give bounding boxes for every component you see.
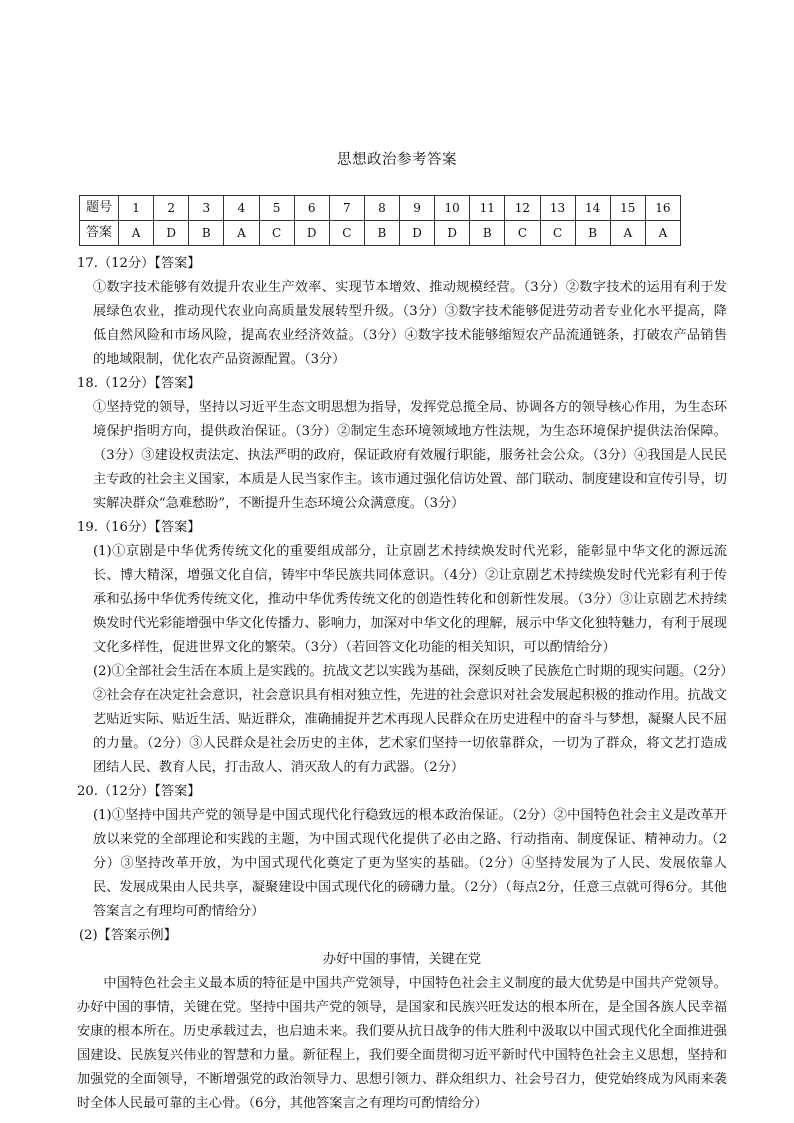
answer-cell: C [540,221,575,246]
answer-cell: B [575,221,610,246]
question-number-cell: 8 [364,196,399,221]
answer-cell: B [189,221,224,246]
answer-cell: B [470,221,505,246]
question-number-row [80,196,681,221]
question-20-part-1: (1)①坚持中国共产党的领导是中国式现代化行稳致远的根本政治保证。（2分）②中国特色社会主义是改革开放以来党的全部理论和实践的主题，为中国式现代化提供了必由之路、行动指南、制度保证、精神动力。（2分）③坚持改革开放，为中国式现代化奠定了更为坚实的基础。（2分）④坚持发展为了人民、发展依靠人民、发展成果由人民共享，凝聚建设中国式现代化的磅礴力量。（2分）（每点2分，任意三点就可得6分。其他答案言之有理均可酌情给分） [93,808,727,919]
question-number-cell: 12 [505,196,540,221]
answer-cell: C [505,221,540,246]
question-17-label: 17.（12分）【答案】 [77,256,201,271]
answer-cell: D [294,221,329,246]
question-number-cell: 14 [575,196,610,221]
question-20 [77,780,727,1116]
answer-cell: C [259,221,294,246]
question-18-label: 18.（12分）【答案】 [77,376,201,391]
question-number-cell: 5 [259,196,294,221]
answer-cell: A [224,221,259,246]
question-19-part-1: (1)①京剧是中华优秀传统文化的重要组成部分，让京剧艺术持续焕发时代光彩，能彰显中华文化的源远流长、博大精深，增强文化自信，铸牢中华民族共同体意识。（4分）②让京剧艺术持续焕发时代光彩有利于传承和弘扬中华优秀传统文化，推动中华优秀传统文化的创造性转化和创新性发展。（3分）③让京剧艺术持续焕发时代光彩能增强中华文化传播力、影响力，加深对中华文化的理解，展示中华文化独特魅力，有利于展现文化多样性，促进世界文化的繁荣。（3分）（若回答文化功能的相关知识，可以酌情给分） [93,544,727,655]
question-17 [77,252,727,372]
answer-content [77,252,727,1116]
question-18-answer: ①坚持党的领导，坚持以习近平生态文明思想为指导，发挥党总揽全局、协调各方的领导核心作用，为生态环境保护指明方向，提供政治保证。（3分）②制定生态环境领域地方性法规，为生态环境保护提供法治保障。（3分）③建设权责法定、执法严明的政府，保证政府有效履行职能，服务社会公众。（3分）④我国是人民民主专政的社会主义国家，本质是人民当家作主。该市通过强化信访处置、部门联动、制度建设和宣传引导，切实解决群众“急难愁盼”，不断提升生态环境公众满意度。（3分） [93,400,727,511]
answer-cell: A [645,221,680,246]
question-number-cell: 4 [224,196,259,221]
answer-cell: D [400,221,435,246]
page-title: 思想政治参考答案 [337,152,457,168]
answer-cell: C [329,221,364,246]
question-19 [77,516,727,780]
answer-cell: D [435,221,470,246]
question-number-cell: 1 [119,196,154,221]
question-number-cell: 13 [540,196,575,221]
question-20-label: 20.（12分）【答案】 [77,784,201,799]
answer-cell: A [119,221,154,246]
question-number-cell: 2 [154,196,189,221]
answer-cell: B [364,221,399,246]
answer-table [79,195,681,246]
answer-cell: A [610,221,645,246]
question-number-cell: 9 [400,196,435,221]
essay-body: 中国特色社会主义最本质的特征是中国共产党领导，中国特色社会主义制度的最大优势是中国共产党领导。办好中国的事情，关键在党。坚持中国共产党的领导，是国家和民族兴旺发达的根本所在，是全国各族人民幸福安康的根本所在。历史承载过去，也启迪未来。我们要从抗日战争的伟大胜利中汲取以中国式现代化全面推进强国建设、民族复兴伟业的智慧和力量。新征程上，我们要全面贯彻习近平新时代中国特色社会主义思想，坚持和加强党的全面领导，不断增强党的政治领导力、思想引领力、群众组织力、社会号召力，使党始终成为风雨来袭时全体人民最可靠的主心骨。（6分，其他答案言之有理均可酌情给分） [77,976,727,1111]
question-number-cell: 15 [610,196,645,221]
question-17-answer: ①数字技术能够有效提升农业生产效率、实现节本增效、推动规模经营。（3分）②数字技术的运用有利于发展绿色农业，推动现代农业向高质量发展转型升级。（3分）③数字技术能够促进劳动者专业化水平提高，降低自然风险和市场风险，提高农业经济效益。（3分）④数字技术能够缩短农产品流通链条，打破农产品销售的地域限制，优化农产品资源配置。（3分） [93,280,727,367]
question-number-cell: 10 [435,196,470,221]
question-number-cell: 3 [189,196,224,221]
question-number-cell: 16 [645,196,680,221]
question-19-part-2: (2)①全部社会生活在本质上是实践的。抗战文艺以实践为基础，深刻反映了民族危亡时期的现实问题。（2分）②社会存在决定社会意识，社会意识具有相对独立性，先进的社会意识对社会发展起积极的推动作用。抗战文艺贴近实际、贴近生活、贴近群众，准确捕捉并艺术再现人民群众在历史进程中的奋斗与梦想，凝聚人民不屈的力量。（2分）③人民群众是社会历史的主体，艺术家们坚持一切依靠群众，一切为了群众，将文艺打造成团结人民、教育人民，打击敌人、消灭敌人的有力武器。（2分） [93,664,727,775]
answer-cell: D [154,221,189,246]
question-18 [77,372,727,516]
question-20-part-2-label: (2)【答案示例】 [79,928,177,943]
row-label-question: 题号 [80,196,119,221]
question-number-cell: 11 [470,196,505,221]
row-label-answer: 答案 [80,221,119,246]
question-number-cell: 7 [329,196,364,221]
answer-row [80,221,681,246]
question-number-cell: 6 [294,196,329,221]
essay-title: 办好中国的事情，关键在党 [322,952,482,967]
question-19-label: 19.（16分）【答案】 [77,520,201,535]
